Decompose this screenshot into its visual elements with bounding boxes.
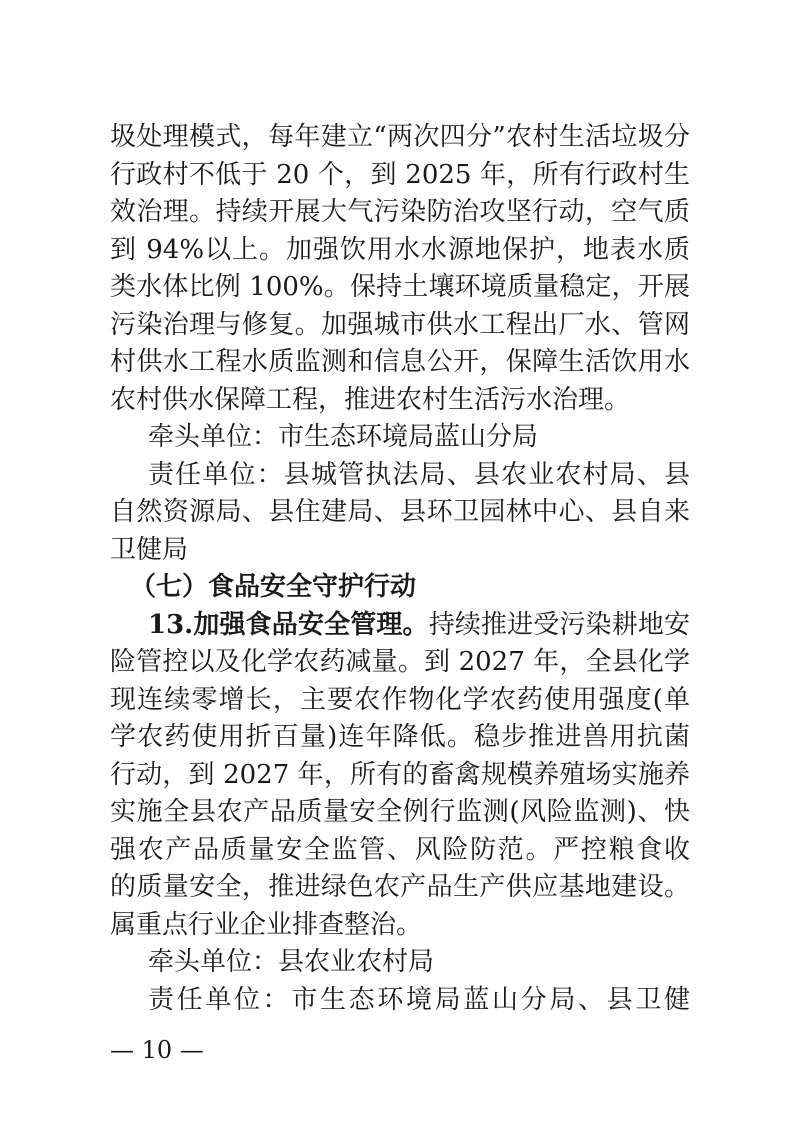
item-title: 13.加强食品安全管理。 [148, 610, 429, 640]
body-line: 的质量安全，推进绿色农产品生产供应基地建设。 [110, 872, 690, 902]
body-line: 实施全县农产品质量安全例行监测(风险监测)、快 [110, 797, 690, 827]
body-line: 现连续零增长，主要农作物化学农药使用强度(单 [110, 685, 690, 715]
body-line: 行政村不低于 20 个，到 2025 年，所有行政村生 [110, 160, 690, 190]
body-line: 农村供水保障工程，推进农村生活污水治理。 [110, 385, 631, 415]
body-line: 卫健局 [110, 535, 189, 565]
body-line: 属重点行业企业排查整治。 [110, 910, 423, 940]
lead-unit: 牵头单位：市生态环境局蓝山分局 [148, 422, 539, 452]
body-line: 圾处理模式，每年建立“两次四分”农村生活垃圾分 [110, 122, 690, 152]
body-line: 村供水工程水质监测和信息公开，保障生活饮用水 [110, 347, 690, 377]
body-line: 自然资源局、县住建局、县环卫园林中心、县自来 [110, 497, 690, 527]
body-line: 污染治理与修复。加强城市供水工程出厂水、管网 [110, 310, 690, 340]
body-line: 强农产品质量安全监管、风险防范。严控粮食收 [110, 835, 690, 865]
section-heading: （七）食品安全守护行动 [130, 572, 417, 602]
body-line: 险管控以及化学农药减量。到 2027 年，全县化学 [110, 647, 690, 677]
body-line: 到 94%以上。加强饮用水水源地保护，地表水质 [110, 235, 690, 265]
responsible-units: 责任单位：市生态环境局蓝山分局、县卫健 [148, 985, 690, 1015]
item-heading-line [148, 610, 690, 640]
responsible-units: 责任单位：县城管执法局、县农业农村局、县 [148, 460, 690, 490]
body-text: 持续推进受污染耕地安 [428, 610, 690, 640]
body-line: 效治理。持续开展大气污染防治攻坚行动，空气质 [110, 197, 690, 227]
body-line: 学农药使用折百量)连年降低。稳步推进兽用抗菌 [110, 722, 690, 752]
body-line: 行动，到 2027 年，所有的畜禽规模养殖场实施养 [110, 760, 690, 790]
lead-unit: 牵头单位：县农业农村局 [148, 947, 435, 977]
page-number: — 10 — [110, 1036, 204, 1064]
body-line: 类水体比例 100%。保持土壤环境质量稳定，开展 [110, 272, 690, 302]
